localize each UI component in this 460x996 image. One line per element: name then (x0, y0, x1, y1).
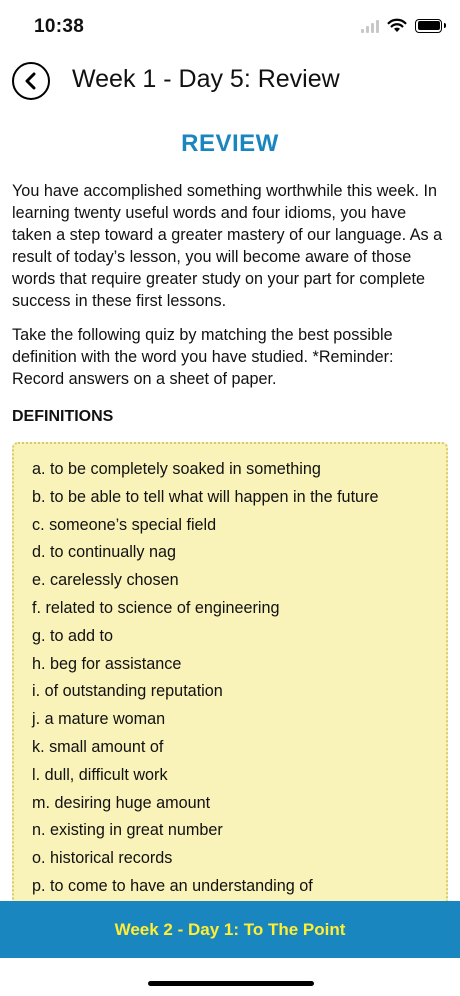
review-content (12, 130, 448, 912)
status-time: 10:38 (34, 16, 85, 37)
definition-item: l. dull, difficult work (32, 765, 168, 784)
next-lesson-label: Week 2 - Day 1: To The Point (114, 919, 346, 939)
back-chevron-icon (24, 72, 38, 90)
signal-icon (361, 19, 379, 33)
battery-icon (415, 19, 442, 33)
definition-item: g. to add to (32, 626, 114, 645)
instructions-paragraph: Take the following quiz by matching the best possible definition with the word you have studied. *Reminder: Record answers on a sheet of paper. (12, 326, 394, 388)
wifi-icon (387, 18, 407, 33)
definitions-heading: DEFINITIONS (12, 408, 114, 425)
definition-item: e. carelessly chosen (32, 571, 179, 590)
home-indicator[interactable] (148, 981, 314, 986)
definition-item: n. existing in great number (32, 821, 223, 840)
definition-item: m. desiring huge amount (32, 793, 211, 812)
definitions-list[interactable] (12, 442, 448, 912)
status-bar (0, 0, 460, 56)
next-lesson-button[interactable] (0, 901, 460, 958)
definition-item: b. to be able to tell what will happen in the future (32, 487, 379, 506)
definition-item: i. of outstanding reputation (32, 682, 223, 701)
definition-item: k. small amount of (32, 737, 164, 756)
back-button[interactable] (12, 62, 50, 100)
intro-paragraph: You have accomplished something worthwhile this week. In learning twenty useful words and four idioms, you have taken a step toward a greater mastery of our language. As a result of today’s lesson, you will become aware of those words that require greater study on your part for complete success in these first lessons. (12, 182, 443, 310)
definition-item: p. to come to have an understanding of (32, 876, 313, 895)
nav-bar (0, 56, 460, 106)
definition-item: a. to be completely soaked in something (32, 460, 321, 478)
definition-item: d. to continually nag (32, 543, 176, 562)
definition-item: o. historical records (32, 849, 173, 868)
section-title: REVIEW (181, 130, 279, 157)
status-icons (361, 18, 442, 33)
definition-item: j. a mature woman (32, 710, 166, 729)
page-title: Week 1 - Day 5: Review (72, 65, 340, 93)
definition-item: f. related to science of engineering (32, 598, 280, 617)
definition-item: c. someone’s special field (32, 515, 217, 534)
definition-item: h. beg for assistance (32, 654, 182, 673)
